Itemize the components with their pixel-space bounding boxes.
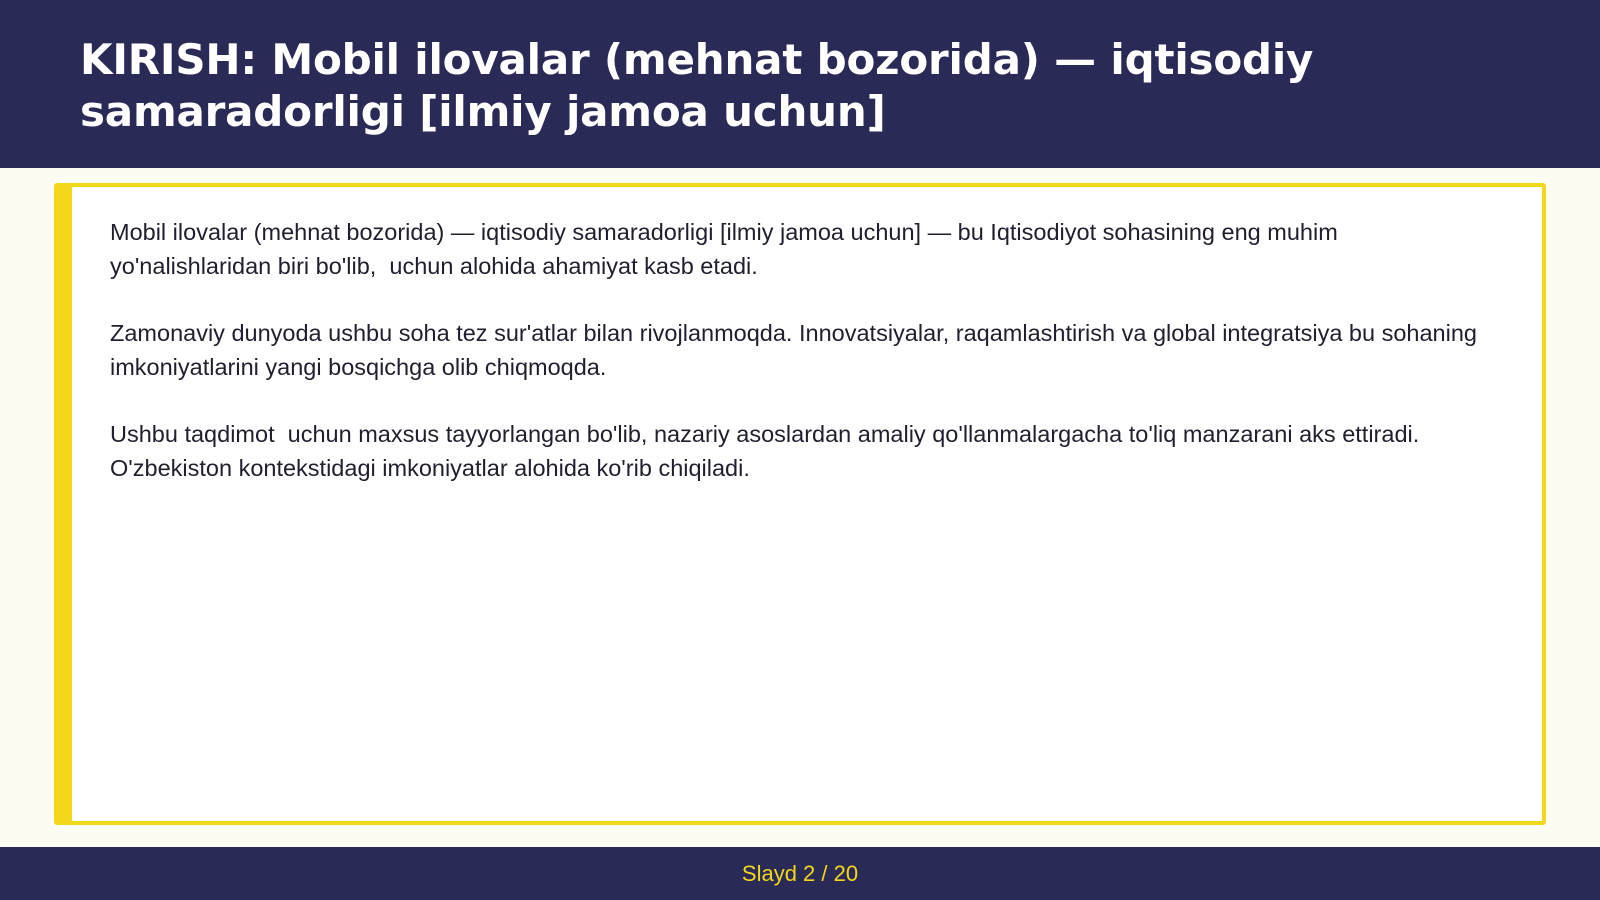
slide-counter: Slayd 2 / 20 — [741, 860, 859, 886]
content-box — [54, 183, 1546, 825]
context-paragraph: Zamonaviy dunyoda ushbu soha tez sur'atlar bilan rivojlanmoqda. Innovatsiyalar, raqamlashtirish va global integratsiya bu sohaning imkoniyatlarini yangi bosqichga olib chiqmoqda. — [110, 320, 1484, 380]
purpose-paragraph: Ushbu taqdimot uchun maxsus tayyorlangan bo'lib, nazariy asoslardan amaliy qo'llanmalargacha to'liq manzarani aks ettiradi. O'zbekiston kontekstidagi imkoniyatlar alohida ko'rib chiqiladi. — [110, 421, 1426, 481]
intro-paragraph: Mobil ilovalar (mehnat bozorida) — iqtisodiy samaradorligi [ilmiy jamoa uchun] — bu Iqtisodiyot sohasining eng muhim yo'nalishlaridan biri bo'lib, uchun alohida ahamiyat kasb etadi. — [110, 219, 1345, 279]
slide-title: KIRISH: Mobil ilovalar (mehnat bozorida) — iqtisodiy samaradorligi [ilmiy jamoa uchun] — [80, 35, 1314, 136]
slide-header — [0, 0, 1600, 168]
slide-footer — [0, 847, 1600, 900]
